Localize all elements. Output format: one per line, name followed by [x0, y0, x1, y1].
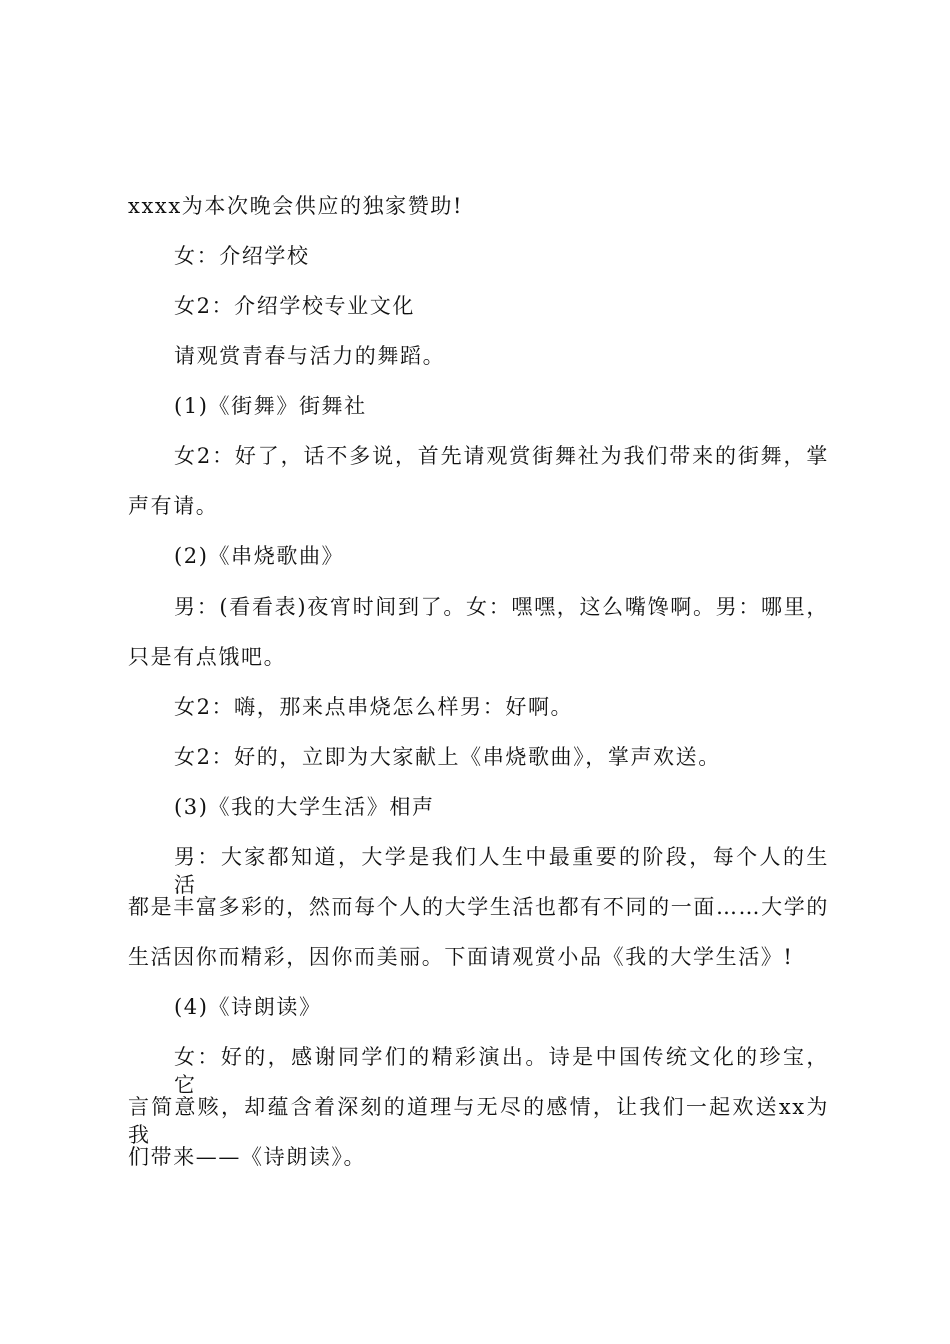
- program-item-heading: (1)《街舞》街舞社: [174, 394, 367, 418]
- program-item-heading: (3)《我的大学生活》相声: [174, 795, 435, 819]
- dialogue-line: 只是有点饿吧。: [128, 645, 287, 669]
- host-line: 女2：介绍学校专业文化: [174, 294, 415, 318]
- dialogue-line: 言简意赅，却蕴含着深刻的道理与无尽的感情，让我们一起欢送xx为我: [128, 1095, 829, 1147]
- dialogue-line: 们带来——《诗朗读》。: [128, 1145, 367, 1169]
- intro-line: 请观赏青春与活力的舞蹈。: [174, 344, 446, 368]
- dialogue-line: 女：好的，感谢同学们的精彩演出。诗是中国传统文化的珍宝，它: [174, 1045, 829, 1097]
- program-item-heading: (4)《诗朗读》: [174, 995, 322, 1019]
- dialogue-line: 女2：好的，立即为大家献上《串烧歌曲》，掌声欢送。: [174, 745, 721, 769]
- dialogue-line: 生活因你而精彩，因你而美丽。下面请观赏小品《我的大学生活》!: [128, 945, 794, 969]
- dialogue-line: 男：(看看表)夜宵时间到了。女：嘿嘿，这么嘴馋啊。男：哪里，: [174, 595, 829, 619]
- dialogue-line: 声有请。: [128, 494, 219, 518]
- program-item-heading: (2)《串烧歌曲》: [174, 544, 345, 568]
- dialogue-line: 女2：好了，话不多说，首先请观赏街舞社为我们带来的街舞，掌: [174, 444, 829, 468]
- dialogue-line: 都是丰富多彩的，然而每个人的大学生活也都有不同的一面……大学的: [128, 895, 829, 919]
- sponsor-line: xxxx为本次晚会供应的独家赞助!: [128, 194, 464, 218]
- dialogue-line: 女2：嗨，那来点串烧怎么样男：好啊。: [174, 695, 574, 719]
- dialogue-line: 男：大家都知道，大学是我们人生中最重要的阶段，每个人的生活: [174, 845, 829, 897]
- host-line: 女：介绍学校: [174, 244, 310, 268]
